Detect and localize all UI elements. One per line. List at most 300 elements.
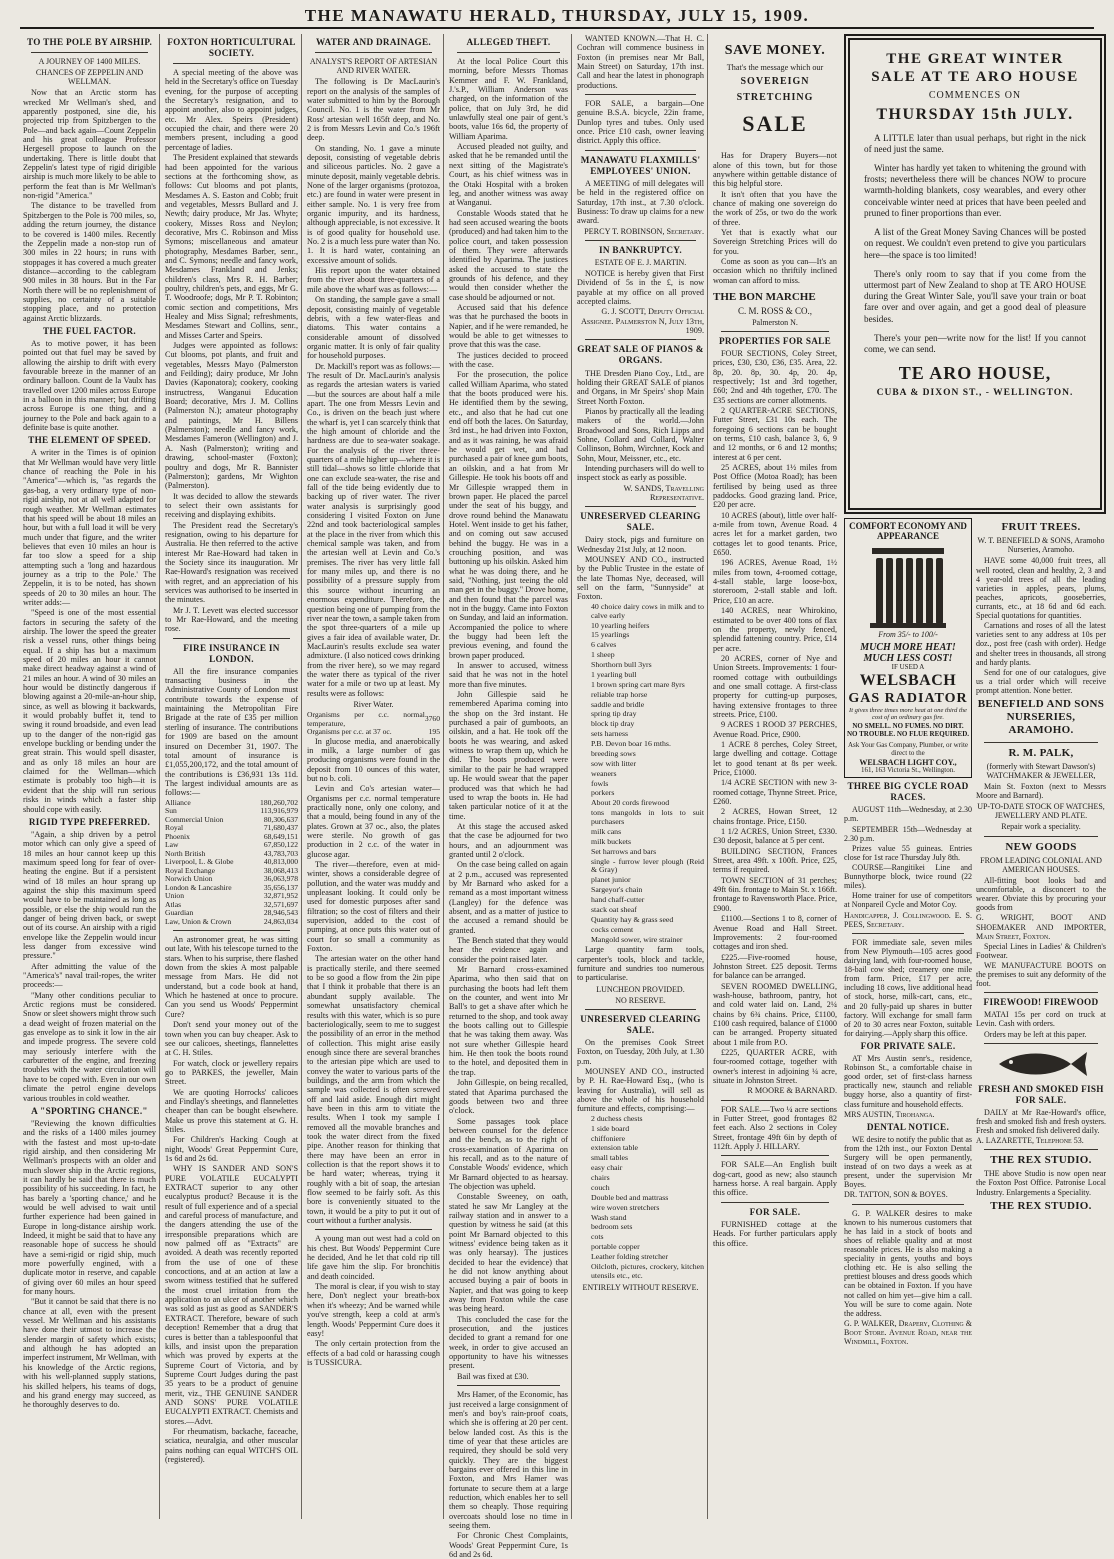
list-item: Sargeyor's chain bbox=[591, 885, 643, 895]
list-item: cots bbox=[591, 1232, 604, 1242]
sovereign-sale-ad bbox=[713, 36, 837, 147]
paragraph: Levin and Co's artesian water—Organisms per c.c. normal temperature practically none, only one colony, and that a mould, being found in any of the plates. Grown at 37 oc., also, the plates were sterile. No growth of gas production in 2 c.c. of the water in glucose agar. bbox=[307, 784, 440, 859]
property-listing: £225, QUARTER ACRE, with four-roomed cottage, together with owner's interest in adjoining ¼ acre, situate in Johnston Street. bbox=[713, 1047, 837, 1086]
section-heading: FOR SALE. bbox=[749, 1206, 801, 1217]
divider bbox=[721, 1100, 829, 1101]
article-heading: TO THE POLE BY AIRSHIP. bbox=[26, 37, 153, 47]
notice: AT Mrs Austin senr's., residence, Robinson St., a comfortable chaise in good order, set of first-class harness practically new, staunch and reliable buggy horse, also a quantity of first-class furniture and household effects. bbox=[844, 1054, 972, 1109]
property-listing: BUILDING SECTION, Frances Street, area 49ft. x 100ft. Price, £25, terms if required. bbox=[713, 846, 837, 875]
paragraph: At the local Police Court this morning, before Messrs Thomas Kemmer and F. W. Frankland, J.'s.P., William Anderson was charged, on the information of the police, that on July 3rd, he did unlawfully steal one pair of gent.'s boots, value 16s 6d, the property of William Aparima. bbox=[449, 57, 568, 141]
divider bbox=[984, 1043, 1098, 1044]
list-item: 1 brown spring cart mare 8yrs bbox=[591, 679, 685, 689]
signature: PERCY T. ROBINSON, Secretary. bbox=[584, 226, 704, 236]
paragraph: In glucose media, and anaerobically in milk, a large number of gas producing organisms were found in the deposit from 10 ounces of this water, but no b. coli. bbox=[307, 736, 440, 783]
paragraph: There's your pen—write now for the list! If you cannot come, we can send. bbox=[864, 332, 1086, 355]
ad-date: THURSDAY 15th JULY. bbox=[876, 106, 1074, 124]
ad-text: SOVEREIGN bbox=[740, 76, 810, 88]
article-subheading: A JOURNEY OF 1400 MILES. bbox=[38, 57, 141, 67]
list-item: Mangold sower, wire strainer bbox=[591, 934, 683, 944]
section-heading: THE FUEL FACTOR. bbox=[42, 325, 137, 336]
notice: FOR immediate sale, seven miles from New Plymouth—105 acres good dairying land, with four-roomed house, 18-bail cow shed; creamery one mile from farm. Price, £17 per acre, including 18 cows, live additional head of stock, horse, milk-cart, cans, etc., and 20 fully-paid up shares in butter factory. Will exchange for small farm of 20 to 30 acres near Foxton, suitable for dairying.—Apply sharp this office. bbox=[844, 937, 972, 1038]
notice: A MEETING of mill delegates will be held in the registered office on Saturday, 17th inst., at 7.30 o'clock. Business: To draw up claims for a new award. bbox=[577, 178, 704, 226]
divider bbox=[984, 992, 1098, 993]
list-item: saddle and bridle bbox=[591, 699, 645, 709]
list-item: easy chair bbox=[591, 1163, 623, 1173]
company-name: North British bbox=[165, 848, 206, 858]
paragraph: In answer to accused, witness said that he was not in the hotel more than five minutes. bbox=[449, 661, 568, 689]
notice: WE desire to notify the public that as from the 12th inst., our Foxton Dental Surgery will be open permanently, instead of on two days a week as at present, under the supervision Mr Boyes. bbox=[844, 1134, 972, 1190]
property-listing: 20 ACRES, corner of Nye and Union Streets. Improvements: 1 four-roomed cottage with outbuildings and one small cottage. A first-class property for cutting-up purposes, having extensive frontages to three streets. Price, £100. bbox=[713, 653, 837, 719]
list-item: fowls bbox=[591, 778, 609, 788]
list-item: chairs bbox=[591, 1173, 610, 1183]
signature: MRS AUSTIN, Tirohanga. bbox=[844, 1109, 935, 1119]
company-amount: 68,649,151 bbox=[263, 831, 298, 841]
paragraph: Prizes value 55 guineas. Entries close for 1st race Thursday July 8th. bbox=[844, 843, 972, 862]
divider bbox=[585, 150, 696, 151]
lot-list bbox=[577, 603, 704, 945]
paragraph: The Bench stated that they would hear the evidence again and consider the point raised later. bbox=[449, 936, 568, 964]
list-item: spring tip dray bbox=[591, 709, 637, 719]
article-heading: ALLEGED THEFT. bbox=[466, 37, 551, 47]
company-name: Sun bbox=[165, 806, 177, 816]
paragraph: COURSE—Rangitikei Line and Bunnythorpe block, twice round (22 miles). bbox=[844, 863, 972, 891]
paragraph: For Chronic Chest Complaints, Woods' Great Peppermint Cure, 1s 6d and 2s 6d. bbox=[449, 1531, 568, 1559]
table-cell: 195 bbox=[428, 727, 440, 737]
section-heading: RIGID TYPE PREFERRED. bbox=[28, 816, 151, 827]
lot-list bbox=[577, 1115, 704, 1281]
section-subheading: (formerly with Stewart Dawson's) WATCHMAKER & JEWELLER, bbox=[986, 761, 1096, 780]
section-heading: FIREWOOD! FIREWOOD bbox=[983, 997, 1099, 1008]
notice: NOTICE is hereby given that First Dividend of 5s in the £, is now payable at my office on all proved accepted claims. bbox=[577, 269, 704, 307]
right-lower-left bbox=[844, 518, 972, 1347]
notice: WANTED KNOWN.—That H. C. Cochran will commence business in Foxton (in premises near Mr Ball, Main Street) on Saturday, 17th inst. Call and hear the latest in phonograph productions. bbox=[577, 34, 704, 90]
paragraph: Dr. Mackill's report was as follows:—The result of Dr. MacLaurin's analysis as regards the artesian waters is varied—but the sources are about half a mile apart. The one from Messrs Levin and Co., is driven on the beach just where the wharf is, yet I can scarcely think that the high amount of chloride and the hardness are due to sea-water soakage. For the analysis of the river three-quarters of a mile higher up—where it is still tidal—shows so little chloride that one can exclude sea-water, the rise and fall of the tide being evidently due to backing up of river water. The river water analysis is surprisingly good considering I visited Foxton on June 22nd and took bacteriological samples at the place in the river from which this chemical sample was taken, and from the artesian well at Levin and Co.'s premises. The river has very little fall for many miles up, and there is no possibility of a pressure supply from this source without incurring an enormous expenditure. Therefore, the question being one of pumping from the river near the town, a sample taken from the spot three-quarters of a mile up gives a fair idea of available water, Dr. MacLaurin's results exclude sea water admixture. (I also noticed cows drinking from the river here), so we may regard the water there as typical of the river water for a mile or two up at least. My results were as follows: bbox=[307, 361, 441, 698]
ad-text: It gives three times more heat at one third the cost of an ordinary gas fire. bbox=[849, 706, 967, 721]
list-item: stack oat sheaf bbox=[591, 904, 637, 914]
ad-text: Ask Your Gas Company, Plumber, or write direct to the bbox=[847, 741, 968, 758]
company-name: Phoenix bbox=[165, 831, 190, 841]
paragraph: A special meeting of the above was held in the Secretary's office on Tuesday evening, for the purpose of accepting the Secretary's resignation, and to appoint another, also to appoint judges, etc. Mr Alex. Speirs (President) occupied the chair, and there were 20 members present, including a good percentage of ladies. bbox=[165, 68, 298, 152]
list-item: wire woven stretchers bbox=[591, 1202, 660, 1212]
notice: Large quantity farm tools, carpenter's tools, block and tackle, furniture and sundries too numerous to particularise. bbox=[577, 945, 704, 983]
list-item: Set harrows and bars bbox=[591, 846, 657, 856]
list-item: planet junior bbox=[591, 875, 631, 885]
paragraph: Yet that is exactly what our Sovereign Stretching Prices will do for you. bbox=[713, 227, 837, 256]
list-item: Wash stand bbox=[591, 1212, 627, 1222]
paragraph: At this stage the accused asked that the case be adjourned for two hours, and an adjournment was granted until 2 o'clock. bbox=[449, 821, 568, 859]
section-heading: A "SPORTING CHANCE." bbox=[31, 1105, 148, 1116]
section-heading: THE ELEMENT OF SPEED. bbox=[28, 435, 151, 446]
list-item: Quantity hay & grass seed bbox=[591, 914, 674, 924]
divider bbox=[721, 1202, 829, 1203]
list-item: single - furrow lever plough (Reid & Gray) bbox=[591, 856, 704, 875]
notice: DAILY at Mr Rae-Howard's office, fresh and smoked fish and fresh oysters. Fresh and smoked fish delivered daily. bbox=[976, 1107, 1106, 1135]
company-amount: 32,571,697 bbox=[263, 899, 298, 909]
ad-heading: SALE AT TE ARO HOUSE bbox=[871, 69, 1079, 85]
notice-subheading: ENTIRELY WITHOUT RESERVE. bbox=[582, 1282, 699, 1292]
property-list bbox=[713, 349, 837, 1085]
company-name: Commercial Union bbox=[165, 814, 224, 824]
company-amount: 38,068,413 bbox=[263, 865, 298, 875]
ad-heading: THE GREAT WINTER bbox=[886, 51, 1064, 67]
paragraph: It isn't often that you have the chance of making one sovereign do the work of 25s, or two do the work of three. bbox=[713, 189, 837, 227]
paragraph: For the prosecution, the police called William Aparima, who stated that the boots produced were his. He identified them by the sewing, etc., and also that he had cut one end off both the laces. On Saturday, 3rd inst., he had driven into Foxton, and as it was raining, he was afraid he would get wet, and had purchased a pair of knee gum boots, an oilskin, and a hat from Mr Gillespie. He took his boots off and Mr Gillespie wrapped them in brown paper. He placed the parcel under the seat of his buggy, and drove round behind the Manawatu Hotel. Went inside to get his father, and on coming out saw accused behind the buggy. He was in a crouching position, and was buttoning up his oilskin. Asked him what he was doing there, and he said, "Nothing, just teeing the old man get in the buggy." Drove home, and then found that the parcel was not in the buggy. Came into Foxton on Sunday, and laid an information. Accompanied the police to where the buggy had been left the previous evening, and found the brown paper produced. bbox=[449, 370, 568, 660]
list-item: extension table bbox=[591, 1143, 638, 1153]
company-name: London & Lancashire bbox=[165, 882, 232, 892]
notice: MOUNSEY AND CO., instructed by P. H. Rae-Howard Esq., (who is leaving for Australia), will sell as above the whole of his household furniture and effects, comprising:— bbox=[577, 1067, 704, 1114]
paragraph: On standing, the sample gave a small deposit, consisting mainly of vegetable debris, with a few water-fleas and diatoms. This water contains a considerable amount of dissolved organic matter. It is only of fair quality for household purposes. bbox=[307, 295, 440, 361]
section-heading: NEW GOODS bbox=[1005, 840, 1077, 853]
section-heading: R. M. PALK, bbox=[1008, 746, 1074, 759]
column-5 bbox=[574, 34, 708, 1519]
divider bbox=[173, 63, 290, 64]
signature: W. SANDS, Travelling Representative. bbox=[623, 483, 704, 502]
signature: G. J. SCOTT, Deputy Official Assignee. Palmerston N, July 13th, 1909. bbox=[580, 307, 704, 336]
races-heading: THREE BIG CYCLE ROAD RACES. bbox=[847, 781, 969, 803]
paragraph: Mr Barnard cross-examined Aparima, who then said that on purchasing the boots had left them on the counter, and went into Mr Ball's to get a shave after which he returned to the shop, and took away the boots calling out to Gillespie that he was taking them away. Was not sure whether Gillespie heard him. He then took the boots round to the hotel, and deposited them in the trap. bbox=[449, 965, 568, 1077]
property-listing: FOUR SECTIONS, Coley Street, prices, £30, £30, £36, £35. Area, 22. 8p, 20. 8p, 30. 4p, 20. 4p, respectively; 1st and 3rd together, £60; 2nd and 4th together, £70. The £35 sections are corner allotments. bbox=[713, 348, 837, 405]
notice: FOR SALE.—Two ¼ acre sections in Futter Street, good frontages 82 feet each. Also 2 sections in Coley Street, frontage 49ft 6in by depth of 112ft. Apply J. HILLARY. bbox=[713, 1104, 837, 1152]
divider bbox=[585, 1009, 696, 1010]
list-item: 15 yearlings bbox=[591, 630, 630, 640]
paragraph: The President read the Secretary's resignation, owing to his departure for Australia. He then referred to the active interest Mr Rae-Howard had taken in the Society since its inauguration. Mr Rae-Howard's resignation was received with regret, and an appreciation of his services was authorised to be inserted in the minutes. bbox=[165, 520, 298, 605]
property-listing: 25 ACRES, about 1½ miles from Post Office (Motoa Road); has been fertilised by being used as three paddocks. Good grazing land. Price, £20 per acre. bbox=[713, 463, 837, 510]
notice-heading: UNRESERVED CLEARING SALE. bbox=[580, 1014, 701, 1036]
notice: Send for one of our catalogues, give us a trial order which will receive prompt attention. None better. bbox=[976, 667, 1106, 695]
right-ad-block bbox=[844, 34, 1106, 1519]
divider bbox=[457, 52, 560, 53]
list-item: cocks cement bbox=[591, 924, 634, 934]
divider bbox=[585, 506, 696, 507]
paragraph: "Reviewing the known difficulties and the risks of a 1400 miles journey with the fastest and most up-to-date rigid airship, and then considering Mr Wellman's prospects with an older and much slower ship in the Arctic regions, it can hardly be said that there is much possibility of his succeeding. In fact, he has barely a 'sporting chance,' and he would be well advised to wait until further experience had been gained in Europe in long-distance airship work. Indeed, it might be said that to have any reasonable hope of success he should have a semi-rigid or rigid ship, much more powerfully engined, with a duplicate motor in reserve, and capable of giving over 60 miles an hour speed for many hours. bbox=[23, 1118, 156, 1297]
list-item: 6 calves bbox=[591, 640, 617, 650]
list-item: weaners bbox=[591, 768, 617, 778]
section-heading: FOR PRIVATE SALE. bbox=[860, 1041, 956, 1051]
divider bbox=[721, 1155, 829, 1156]
ad-text: That's the message which our bbox=[726, 62, 824, 72]
paragraph: Judges were appointed as follows: Cut blooms, pot plants, and fruit and vegetables, Messrs Mayo (Palmerston and Feilding); dairy produce, Mr John Davies (Kaponatora); cookery, cooking instructress, Wanganui Education Board; decorative, Mrs J. M. Collins (Palmerston N.); amateur photography and paintings, Mr H. Billens (Palmerston); needle and fancy work, Mesdames Fameron (Wellington) and J. A. Nash (Palmerston); writing and drawing, school-master (Foxton); poultry and dogs, Mr R. Bannister (Palmerston); gardens, Mr Wighton (Palmerston). bbox=[165, 341, 298, 491]
notice-subheading: LUNCHEON PROVIDED. bbox=[596, 984, 685, 994]
paragraph: The following is Dr MacLaurin's report on the analysis of the samples of water submitted to him by the Borough Council. No. 1 is the water from Mr Ross' artesian well 165ft deep, and No. 2 is from Messrs Levin and Co.'s 196ft deep. bbox=[307, 77, 440, 143]
paragraph: The river—therefore, even at mid-winter, shows a considerable degree of pollution, and the water was muddy and unpleasant looking. It could only be used for domestic purposes after sand filtration; so the cost of filters and their supervision, added to the cost of pumping, at once puts this water out of court for so small a community as Foxton. bbox=[307, 860, 440, 954]
list-item: 2 duchess chests bbox=[591, 1113, 643, 1123]
table-row bbox=[307, 728, 440, 737]
paragraph: All the fire insurance companies transacting business in the Administrative County of London must contribute towards the expense of maintaining the Metropolitan Fire Brigade at the rate of £35 per million sterling of insurance. The contributions for 1909 are based on the amount insured on December 31, 1907. The total amount of insurance is £1,055,200,172, and the total amount of the contributions is £36,931 13s 11d. The largest individual amounts are as follows:— bbox=[165, 666, 298, 798]
paragraph: A list of the Great Money Saving Chances will be posted on request. We couldn't even pretend to give you particulars here—the space is too limited! bbox=[864, 227, 1086, 260]
paragraph: Mrs Hamer, of the Economic, has just received a large consignment of men's and boy's rain-proof coats, which she is offering at 20 per cent. below landed cost. As this is the time of year that these articles are required, they should be sold very quickly. They are the biggest bargains ever offered in this line in Foxton, and Mrs Hamer was fortunate to secure them at a large reduction, which enables her to sell them so cheaply. Those requiring overcoats should lose no time in seeing them. bbox=[449, 1390, 568, 1530]
organisms-table bbox=[307, 711, 440, 737]
notice-subheading: NO RESERVE. bbox=[615, 995, 666, 1005]
list-item: Double bed and mattrass bbox=[591, 1192, 669, 1202]
notice: MOUNSEY AND CO., instructed by the Public Trustee in the estate of the late Thomas Nye, deceased, will sell on the farm, "Sunnyside" at Foxton. bbox=[577, 555, 704, 602]
welsbach-radiator-ad bbox=[844, 518, 972, 778]
column-1 bbox=[20, 34, 160, 1519]
company-name: Royal Exchange bbox=[165, 865, 215, 875]
paragraph: For watch, clock or jewellery repairs go to PARKES, the jeweller, Main Street. bbox=[165, 1058, 298, 1087]
list-item: reliable trap horse bbox=[591, 689, 648, 699]
company-name: Union bbox=[165, 891, 184, 901]
company-name: Alliance bbox=[165, 797, 191, 807]
property-listing: 2 QUARTER-ACRE SECTIONS, Futter Street, £31 10s each. The foregoing 6 sections can be bought on terms, £10 cash, balance 3, 6, 9 and 12 months, or 6 and 12 months; interest at 6 per cent. bbox=[713, 405, 837, 462]
section-heading: THE REX STUDIO. bbox=[990, 1154, 1092, 1167]
property-listing: 196 ACRES, Avenue Road, 1½ miles from town, 4-roomed cottage, 4-stall stable, large loose-box, storeroom, 2-stall stable and loft. Price, £10 an acre. bbox=[713, 558, 837, 605]
property-listing: 140 ACRES, near Whirokino, estimated to be over 400 tons of flax on the property, newly fenced, splendid fattening country. Price, £14 per acre. bbox=[713, 606, 837, 653]
paragraph: Some passages took place between counsel for the defence and the bench, as to the right of cross-examination of Aparima on his recall, and as to the nature of Constable Woods' evidence, which Mr Barnard objected to as hearsay. The objection was upheld. bbox=[449, 1116, 568, 1191]
insurance-table bbox=[165, 799, 298, 927]
paragraph: "Speed is one of the most essential factors in securing the safety of the airship. The lower the speed the greater risk a vessel runs, other things being equal. If a ship has but a maximum speed of 20 miles an hour it cannot make direct headway against a wind of 21 miles an hour. A wind of 30 miles an hour would be distinctly dangerous if blowing against a 20-mile-an-hour ship, since, as well as blowing it backwards, it would probably buffet it, tend to swing it round broadside, and even lead up to the danger of the non-rigid gas envelope buckling or bending under the great strain. This would spell disaster, and as only 18 miles an hour are claimed for the Wellman—which estimate is probably too high—it is evident that the ship will run serious risks in winds which a faster ship should cope with easily. bbox=[23, 608, 156, 814]
paragraph: A writer in the Times is of opinion that Mr Wellman would have very little chance of reaching the Pole in his "America"—which is, "as regards the gas-bag, a very ordinary type of non-rigid airship, not at all well adapted for rough weather. Mr Wellman estimates that his speed will be about 18 miles an hour, but with a full load it will be very much under that figure, and the writer believes that even 10 miles an hour is far too slow a speed for a ship attempting such a 'long and hazardous journey as a trip to the Pole.' The Zeppelin, it is to be noted, has shown speeds of 20 to 30 miles an hour. The writer adds:— bbox=[23, 448, 156, 607]
ad-text: STRETCHING bbox=[736, 91, 814, 103]
paragraph: AUGUST 11th—Wednesday, at 2.30 p.m. bbox=[844, 805, 972, 824]
section-subheading: W. T. BENEFIELD & SONS, Aramoho Nurseries, Aramoho. bbox=[977, 536, 1105, 555]
paragraph: This concluded the case for the prosecution, and the justices decided to grant a remand for one week, in order to give accused an opportunity to have his witnesses present. bbox=[449, 1314, 568, 1371]
paragraph: An astronomer great, he was sitting out late, With his telescope turned to the stars. When to his surprise, there flashed down from the skies A most palpable message from Mars. He did not understand, but a code book at hand, Which he hastened at once to procure. Can you send us Woods' Peppermint Cure? bbox=[165, 935, 298, 1019]
divider bbox=[173, 930, 290, 931]
notice: Main St. Foxton (next to Messrs Moore and Barnard). bbox=[976, 782, 1106, 801]
paragraph: On the case being called on again at 2 p.m., accused was represented by Mr Barnard who asked for a remand as a most important witness (Langley) for the defence was absent, and as a matter of justice to the accused a remand should be granted. bbox=[449, 860, 568, 935]
company-amount: 71,680,437 bbox=[263, 823, 298, 833]
paragraph: After admitting the value of the "America's" naval trail-ropes, the writer proceeds:— bbox=[23, 961, 156, 990]
section-subheading: Repair work a speciality. bbox=[1001, 822, 1081, 832]
divider bbox=[457, 1385, 560, 1386]
signature: G. WRIGHT, BOOT AND SHOEMAKER AND IMPORTER, Main Street, Foxton. bbox=[976, 913, 1106, 941]
list-item: P.B. Devon boar 16 mths. bbox=[591, 739, 671, 749]
company-amount: 32,871,952 bbox=[263, 891, 298, 901]
company-amount: 35,656,137 bbox=[263, 882, 298, 892]
paragraph: Accused said that his defence was that he purchased the boots in Napier, and if he were remanded, he would be able to get witnesses to prove that this was the case. bbox=[449, 302, 568, 350]
section-subheading: River Water. bbox=[353, 699, 394, 709]
company-name: Norwich Union bbox=[165, 874, 213, 884]
right-lower-right bbox=[976, 518, 1106, 1347]
article-subheading: ANALYST'S REPORT OF ARTESIAN AND RIVER WATER. bbox=[309, 57, 438, 76]
paragraph: As to motive power, it has been pointed out that fuel may be saved by allowing the airship to drift with every favourable breeze in the manner of an ordinary balloon. Count de la Vaulx has travelled over 1200 miles across Europe in a balloon in this manner; but drifting across Europe is one thing, and a journey to the Pole and back again to a definite base is quite another. bbox=[23, 338, 156, 433]
paragraph: WHY IS SANDER AND SON'S PURE VOLATILE EUCALYPTI EXTRACT superior to any other eucalyptus product? Because it is the result of full experience and of a special and careful process of manufacture, and the dangers attending the use of the irresponsible preparations which are now palmed off as "Extracts" are avoided. A death was recently reported from the use of one of these concoctions, and at an action at law a sworn witness testified that he suffered the most cruel irritation from the application to an ulcer of another which was sold as just as good as SANDER'S EXTRACT. Therefore, beware of such deception! Remember that a drug that cures is better than a tablespoonful that kills, and insist upon the preparation which was proved by experts at the Supreme Court of Victoria, and by Supreme Court Judges during the past 35 years to be a product of genuine merit, viz., THE GENUINE SANDER AND SONS' PURE VOLATILE EUCALYPTI EXTRACT. Chemists and stores.—Advt. bbox=[165, 1164, 298, 1426]
list-item: tons mangolds in lots to suit purchasers bbox=[591, 808, 704, 827]
list-item: Leather folding stretcher bbox=[591, 1252, 669, 1262]
notice-heading: UNRESERVED CLEARING SALE. bbox=[580, 511, 701, 533]
table-cell: Organisms per c.c. normal temperature, bbox=[307, 710, 425, 728]
list-item: 1 yearling bull bbox=[591, 669, 637, 679]
ad-text: WELSBACH LIGHT COY., bbox=[859, 758, 957, 768]
company-amount: 36,063,978 bbox=[263, 874, 298, 884]
store-name: THE BON MARCHE bbox=[713, 290, 816, 303]
paragraph: The justices decided to proceed with the case. bbox=[449, 350, 568, 370]
list-item: sow with litter bbox=[591, 758, 637, 768]
divider bbox=[984, 742, 1098, 743]
notice: G. P. WALKER desires to make known to his numerous customers that he has laid in a stock of boots and shoes of reliable quality and at most reasonable prices. He is also making a speciality in gents, youths and boys clothing etc. He is also selling the prettiest blouses and dress goods which can be obtained in Foxton. If you have not called on him yet—give him a call. You will be sure to come again. Note the address. bbox=[844, 1208, 972, 1318]
paragraph: Mr J. T. Levett was elected successor to Mr Rae-Howard, and the meeting rose. bbox=[165, 605, 298, 634]
company-amount: 80,306,637 bbox=[263, 814, 298, 824]
property-listing: 1/4 ACRE SECTION with new 3-roomed cottage, Thynne Street. Price, £260. bbox=[713, 778, 837, 807]
paragraph: Constable Woods stated that he had seen accused wearing the boots (produced) and had taken him to the police court, and taken possession of them. They were afterwards identified by Aparima. The justices asked the accused to state the grounds of his defence, and they would then consider whether the case should be adjourned or not. bbox=[449, 208, 568, 302]
notice-subheading: ESTATE OF E. J. MARTIN. bbox=[594, 257, 687, 267]
lower-right-grid bbox=[844, 518, 1106, 1347]
notice: Pianos by practically all the leading makers of the world.—John Broadwood and Sons, Rich Lipps and Sohne, Collard and Collard, Walter Collinson, Bohm, Wirchner, Kock and Sohn, Mour, Meissner, etc., etc. bbox=[577, 406, 704, 463]
paragraph: His report upon the water obtained from the river about three-quarters of a mile above the wharf was as follows:— bbox=[307, 266, 440, 294]
company-amount: 43,783,703 bbox=[263, 848, 298, 858]
section-subheading: UP-TO-DATE STOCK OF WATCHES, JEWELLERY AND PLATE. bbox=[977, 802, 1105, 821]
property-listing: 2 ACRES, Howan Street, 12 chains frontage. Price, £150. bbox=[713, 807, 837, 826]
list-item: 10 yearling heifers bbox=[591, 620, 650, 630]
company-amount: 180,260,702 bbox=[260, 797, 298, 807]
paragraph: It was decided to allow the stewards to select their own assistants for receiving and displaying exhibits. bbox=[165, 491, 298, 520]
notice: MATAI 15s per cord on truck at Levin. Cash with orders. bbox=[976, 1010, 1106, 1029]
article-subheading: CHANCES OF ZEPPELIN AND WELLMAN. bbox=[35, 68, 144, 87]
paragraph: Winter has hardly yet taken to whitening the ground with frosts; nevertheless there will be chances NOW to procure warmth-holding blankets, cosy wearables, and every other conceivable winter need at prices that have been peeled and pruned to finer proportions than ever. bbox=[864, 163, 1086, 218]
paragraph: For Children's Hacking Cough at night, Woods' Great Peppermint Cure, 1s 6d and 2s 6d. bbox=[165, 1135, 298, 1163]
notice: Intending purchasers will do well to inspect stock as early as possible. bbox=[577, 463, 704, 483]
list-item: bedroom sets bbox=[591, 1222, 633, 1232]
fish-icon bbox=[991, 1048, 1091, 1080]
divider bbox=[173, 638, 290, 639]
table-row bbox=[165, 918, 298, 927]
list-item: About 20 cords firewood bbox=[591, 798, 670, 808]
paragraph: Constable Sweeney, on oath, stated he saw Mr Langley at the railway station and in answer to a question by witness he said (at this point Mr Barnard objected to this witness' evidence being taken as it was only hearsay). The justices decided to hear the evidence) that he did not know anything about accused buying a pair of boots in Napier, and that was going to keep away from Foxton while the case was being heard. bbox=[449, 1192, 568, 1314]
property-listing: 1 ACRE 8 perches, Coley Street, large dwelling and cottage. Cottage let to good tenant at 8s per week. Price, £1000. bbox=[713, 739, 837, 778]
section-heading: BENEFIELD AND SONS NURSERIES, ARAMOHO. bbox=[977, 698, 1105, 737]
property-listing: 1 1/2 ACRES, Union Street, £330. £30 deposit, balance at 5 per cent. bbox=[713, 827, 837, 846]
list-item: sets harness bbox=[591, 729, 629, 739]
section-heading: FRESH AND SMOKED FISH FOR SALE. bbox=[978, 1083, 1104, 1105]
notice: Dairy stock, pigs and furniture on Wednesday 21st July, at 12 noon. bbox=[577, 535, 704, 554]
notice: Orders may be left at this paper. bbox=[984, 1029, 1087, 1039]
ad-price: From 35/- to 100/- bbox=[878, 629, 938, 639]
ad-title: GAS RADIATOR bbox=[848, 690, 968, 706]
store-location: Palmerston N. bbox=[752, 317, 798, 327]
column-3 bbox=[304, 34, 444, 1519]
section-heading: PROPERTIES FOR SALE bbox=[718, 335, 832, 346]
list-item: breeding sows bbox=[591, 748, 636, 758]
masthead: THE MANAWATU HERALD, THURSDAY, JULY 15, 1909. bbox=[20, 5, 1094, 29]
list-item: porkers bbox=[591, 788, 615, 798]
paragraph: "But it cannot be said that there is no chance at all, even with the present vessel. Mr Wellman and his assistants have done their utmost to increase the slender margin of safety which exists; and although he has adopted an imperfect instrument, Mr Wellman, with his knowledge of the Arctic regions, with his well-planned supply stations, his skilled helpers, his teams of dogs, and his grand energy may succeed, as he thoroughly deserves to do. bbox=[23, 1297, 156, 1410]
ad-heading: SAVE MONEY. bbox=[724, 43, 826, 58]
list-item: 1 side board bbox=[591, 1123, 630, 1133]
paragraph: John Gillespie, on being recalled, stated that Aparima purchased the goods between two and three o'clock. bbox=[449, 1078, 568, 1116]
paragraph: A young man out west had a cold on his chest. But Woods' Peppermint Cure he decided, And he let that cold rip till life gave him the slip. For bronchitis and death coincided. bbox=[307, 1234, 440, 1281]
list-item: milk buckets bbox=[591, 836, 632, 846]
list-item: 1 sheep bbox=[591, 650, 615, 660]
column-6 bbox=[710, 34, 840, 1519]
company-amount: 28,946,543 bbox=[263, 908, 298, 918]
divider bbox=[585, 339, 696, 340]
signature: Handicapper, J. Collingwood. E. S. PEES, Secretary. bbox=[844, 910, 972, 929]
property-listing: £1100.—Sections 1 to 8, corner of Avenue Road and Hall Street. Improvements: 2 four-roomed cottages and iron shed. bbox=[713, 914, 837, 952]
notice-heading: GREAT SALE OF PIANOS & ORGANS. bbox=[577, 344, 704, 366]
ad-text: IF USED A bbox=[891, 663, 925, 672]
company-name: Guardian bbox=[165, 908, 194, 918]
list-item: milk cans bbox=[591, 826, 622, 836]
signature: DR. TATTON, SON & BOYES. bbox=[844, 1190, 948, 1200]
list-item: 40 choice dairy cows in milk and to calve early bbox=[591, 601, 704, 620]
paragraph: Has for Drapery Buyers—not alone of this town, but for those anywhere within gettable distance of this big helpful store. bbox=[713, 151, 837, 189]
list-item: small tables bbox=[591, 1153, 629, 1163]
ad-title: SALE bbox=[742, 111, 808, 137]
paragraph: "Many other conditions peculiar to Arctic regions must be considered. Snow or sleet showers might throw such a dead weight of frozen material on the gas envelope as to sink it low in the air and impede progress. The severe cold may seriously interfere with the carburetter of the engine, and freezing troubles with the water circulation will have to be coped with. Even in our own climate the petrol engine develops various troubles in cold weather. bbox=[23, 990, 156, 1103]
list-item: couch bbox=[591, 1182, 610, 1192]
paragraph: SEPTEMBER 15th—Wednesday at 2.30 p.m. bbox=[844, 824, 972, 843]
company-amount: 40,813,000 bbox=[263, 857, 298, 867]
paragraph: A LITTLE later than usual perhaps, but right in the nick of need just the same. bbox=[864, 132, 1086, 154]
article-heading: WATER AND DRAINAGE. bbox=[315, 37, 432, 47]
divider bbox=[984, 836, 1098, 837]
ad-address: CUBA & DIXON ST., - WELLINGTON. bbox=[876, 387, 1074, 398]
property-listing: 10 ACRES (about), little over half-a-mile from town, Avenue Road. 4 acres let for a market garden, two cottages let to good tenants. Price, £650. bbox=[713, 510, 837, 558]
notice: WE MANUFACTURE BOOTS on the premises to suit any deformity of the foot. bbox=[976, 960, 1106, 989]
section-heading: FRUIT TREES. bbox=[1001, 521, 1081, 533]
divider bbox=[721, 331, 829, 332]
property-listing: 9 ACRES 1 ROOD 37 PERCHES, Avenue Road. Price, £900. bbox=[713, 720, 837, 739]
notice-heading: IN BANKRUPTCY. bbox=[599, 244, 682, 255]
ad-heading: COMFORT ECONOMY AND APPEARANCE bbox=[849, 521, 967, 542]
paragraph: For rheumatism, backache, faceache, sciatica, neuralgia, and other muscular pains nothing can equal WITCH'S OIL (registered). bbox=[165, 1426, 298, 1464]
divider bbox=[984, 1149, 1098, 1150]
notice: THE above Studio is now open near the Foxton Post Office. Patronise Local Industry. Enlargements a Speciality. bbox=[976, 1169, 1106, 1197]
article-heading: FIRE INSURANCE IN LONDON. bbox=[183, 642, 280, 664]
radiator-icon bbox=[868, 544, 948, 628]
paragraph: John Gillespie said he remembered Aparima coming into the shop on the 3rd instant. He purchased a pair of gumboots, an oilskin, and a hat. He took off the boots he was wearing, and asked witness to wrap them up, which he did. The boots produced were similar to the pair he had wrapped up. He would swear that the paper produced was that which he had used to wrap the boots in. He had taken particular notice of it at the time. bbox=[449, 690, 568, 821]
list-item: Shorthorn bull 3yrs bbox=[591, 660, 652, 670]
section-heading: DENTAL NOTICE. bbox=[866, 1121, 950, 1132]
property-listing: SEVEN ROOMED DWELLING, wash-house, bathroom, pantry, hot and cold water laid on. Land, 2¼ chains by 6¾ chains. Price, £1100, £100 cash required, balance of £1000 can be arranged. Property situated about 1 mile from P.O. bbox=[713, 981, 837, 1047]
notice: FURNISHED cottage at the Heads. For further particulars apply this office. bbox=[713, 1219, 837, 1248]
ad-body bbox=[864, 133, 1086, 356]
paragraph: The moral is clear, if you wish to stay here, Don't neglect your breath-box when it's wheezy; And be warned while you've strength, keep a cold at arm's length. Woods' Peppermint Cure does it easy! bbox=[307, 1282, 440, 1338]
signature: R MOORE & BARNARD. bbox=[747, 1086, 837, 1096]
company-name: Royal bbox=[165, 823, 184, 833]
section-subheading: FROM LEADING COLONIAL AND AMERICAN HOUSES. bbox=[980, 855, 1102, 874]
divider bbox=[315, 52, 432, 53]
divider bbox=[315, 1229, 432, 1230]
paragraph: On standing, No. 1 gave a minute deposit, consisting of vegetable debris and siliceous particles. No. 2 gave a minute deposit, mainly vegetable debris. None of the larger organisms (protozoa, etc.) are found in water were present in either sample. No. 1 is very free from organic impurity, and its hardness, although appreciable, is not excessive. It is of good quality for household use. No. 2 is a much less pure water than No. 1. It is hard water, containing an excessive amount of solids. bbox=[307, 143, 441, 265]
divider bbox=[585, 240, 696, 241]
ad-text: 161, 163 Victoria St., Wellington. bbox=[860, 766, 956, 775]
article-heading: FOXTON HORTICULTURAL SOCIETY. bbox=[167, 37, 296, 59]
store-owner: C. M. ROSS & CO., bbox=[737, 305, 813, 316]
notice: THE Dresden Piano Coy., Ltd., are holding their GREAT SALE of pianos and Organs, in Mr Speirs' shop Main Street North Foxton. bbox=[577, 368, 704, 406]
company-name: Law, Union & Crown bbox=[165, 916, 232, 926]
paragraph: The artesian water on the other hand is practically sterile, and there seemed to be so good a flow from the 2in pipe that I think it probable that there is an abundant supply available. The somewhat unsatisfactory chemical results with this water, which is so pure bacteriologically, seem to me to suggest the possibility of an error in the method of collection. This might arise easily enough since there are several branches to the artesian pipe which are used to convey the water to various parts of the buildings, and the arm from which the sample was collected is often screwed off and laid aside. Enough dirt might have been in this arm to vitiate the results. When I took my sample I removed all the movable branches and took the water direct from the fixed pipe. Another reason for thinking that there may have been an error in collection is that the report shows it to be hard water; whereas, trying it roughly with a bit of soap, the artesian flow seemed to be fairly soft. As this bore is conveniently situated to the town, it would be a pity to put it out of court without a further analysis. bbox=[307, 954, 440, 1226]
notice: HAVE some 40,000 fruit trees, all well rooted, clean and healthy, 2, 3 and 4 year-old trees of all the leading varieties in apples, pears, plums, peaches, apricots, gooseberries, currants, etc., at 18 6d and 6d each. Special quotations for quantities. bbox=[976, 556, 1106, 621]
column-2 bbox=[162, 34, 302, 1519]
paragraph: Don't send your money out of the town when you can buy cheaper. Ask to see our calicoes, sheetings, flannelettes at C. H. Stiles. bbox=[165, 1020, 298, 1058]
notice: Carnations and roses of all the latest varieties sent to any address at 10s per doz., post free (cash with order). Hedge and shelter trees in thousands, all strong and hardy plants. bbox=[976, 621, 1106, 667]
list-item: chiffoniere bbox=[591, 1133, 626, 1143]
table-cell: Organisms per c.c. at 37 oc. bbox=[307, 727, 392, 737]
paragraph: Now that an Arctic storm has wrecked Mr Wellman's shed, and apparently postponed, sine die, his projected trip from Spitzbergen to the Pole—and back again—Count Zeppelin and his great colleague Professor Hergesell propose to launch on the undertaking. There is little doubt that Zeppelin's latest type of rigid dirigible airship is much more likely to be able to perform the feat than is Mr Wellman's non-rigid "America." bbox=[23, 88, 156, 201]
company-amount: 113,916,979 bbox=[260, 806, 298, 816]
paragraph: The President explained that stewards had been appointed for the various sections at the forthcoming show, as follows: Cut blooms and pot plants, Mesdames A. S. Easton and Cobb; fruit and vegetables, Messrs Bullard and J. Newth; dairy produce, Mr Jas. Whyte; cookery, Misses Ross and Neylon; decorative, Mrs C. Robinson and Miss Symons; miscellaneous and amateur photography, Mesdames Barber, senr., and C. Symons; needle and fancy work, Mesdames Frankland and Jenks; children's class, Mrs R. H. Barber; poultry, children's pets, and eggs, Mr G. T. Woodroofe; dogs, Mr P. T. Robinton; comic section and competitions, Mrs Healey and Miss Signal; refreshments, Mesdames Stewart and Collins, senr., and Misses Carter and Speirs. bbox=[165, 153, 298, 340]
notice: FOR SALE—An English built dog-cart, good as new; also staunch harness horse. A real bargain. Apply this office. bbox=[713, 1160, 837, 1198]
signature: A. LAZARETTE, Telephone 53. bbox=[976, 1136, 1084, 1146]
section-heading: THE REX STUDIO. bbox=[990, 1199, 1092, 1212]
divider bbox=[31, 52, 148, 53]
notice: All-fitting boot looks bad and uncomfortable, a disconcert to the wearer. Obviate this by procuring your goods from bbox=[976, 875, 1106, 913]
notice: On the premises Cook Street Foxton, on Tuesday, 20th July, at 1.30 p.m. bbox=[577, 1038, 704, 1066]
paragraph: There's only room to say that if you come from the uttermost part of New Zealand to shop at TE ARO HOUSE during the Great Winter Sale, you'll save your train or boat fare over and over again, and get a good deal of pleasure besides. bbox=[864, 268, 1086, 324]
list-item: Oilcloth, pictures, crockery, kitchen utensils etc., etc. bbox=[591, 1261, 704, 1280]
paragraph: Come as soon as you can—It's an occasion which no thriftily inclined woman can afford to miss. bbox=[713, 256, 837, 285]
te-aro-house-ad bbox=[844, 34, 1106, 514]
table-row bbox=[307, 711, 440, 728]
property-listing: £225.—Five-roomed house, Johnston Street. £25 deposit. Terms for balance can be arranged. bbox=[713, 952, 837, 981]
divider bbox=[852, 1204, 964, 1205]
list-item: block tip dray bbox=[591, 719, 635, 729]
paragraph: Bail was fixed at £30. bbox=[457, 1371, 529, 1381]
company-amount: 67,850,122 bbox=[263, 840, 298, 850]
paragraph: Home trainer for use of competitors at Nonpareil Cycle and Motor Coy. bbox=[844, 891, 972, 910]
column-4 bbox=[446, 34, 572, 1559]
